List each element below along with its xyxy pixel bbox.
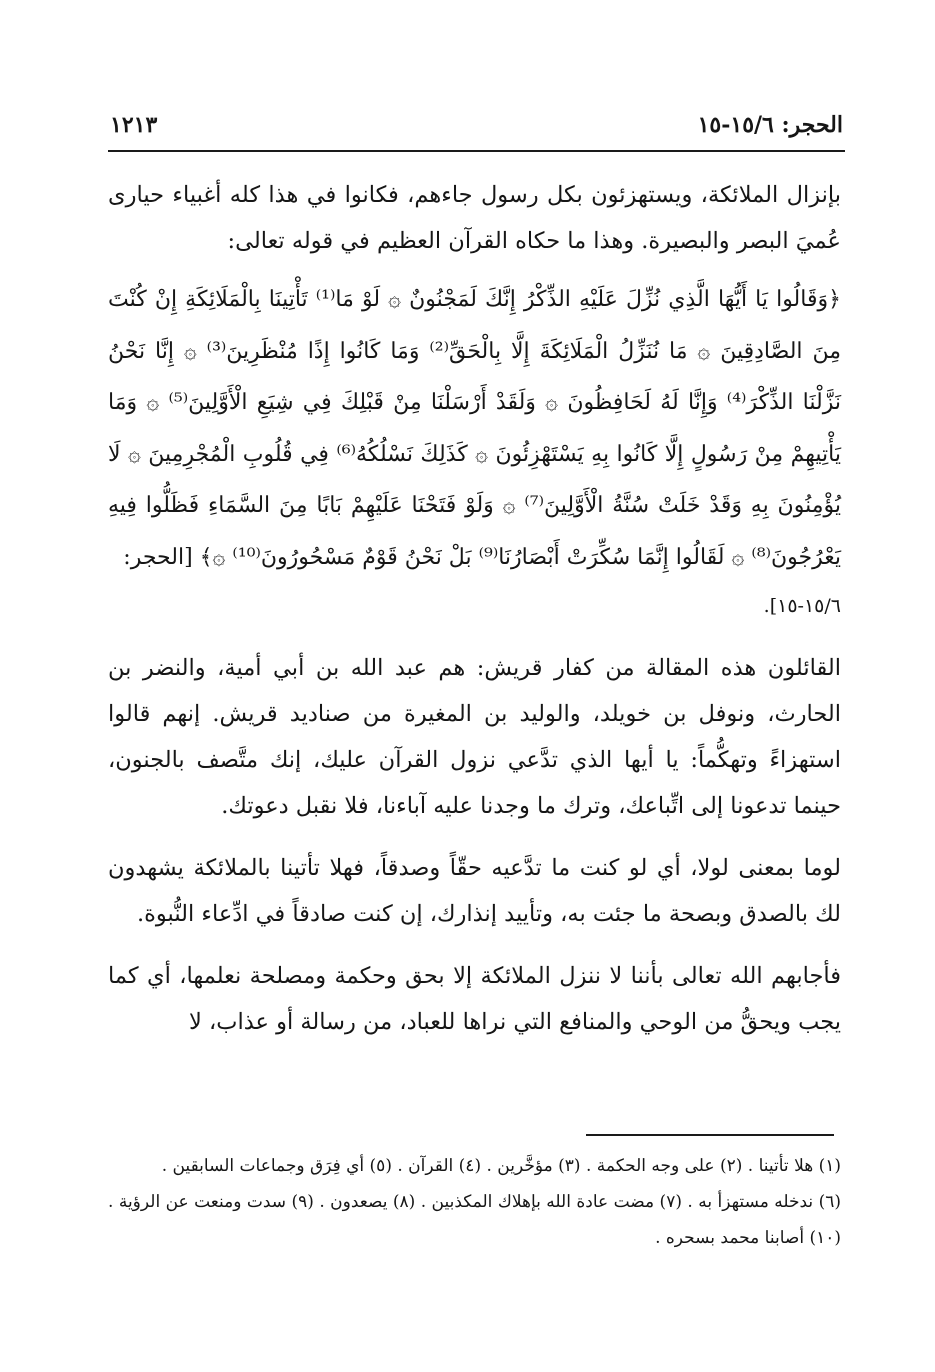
page-header [110,106,843,146]
footnote-line: (٦) ندخله مستهزأ به . (٧) مضت عادة الله بإهلاك المكذبين . (٨) يصعدون . (٩) سدت ومنعت عن الرؤية . (١٠) أصابنا محمد بسحره . [108,1192,842,1248]
quran-reference: ١٥/٦-١٥]. [763,595,841,617]
paragraph-speakers: القائلون هذه المقالة من كفار قريش: هم عبد الله بن أبي أمية، والنضر بن الحارث، ونوفل بن خويلد، والوليد بن المغيرة من صناديد قريش. إنهم قالوا استهزاءً وتهكُّماً: يا أيها الذي تدَّعي نزول القرآن عليك، إنك متَّصف بالجنون، حينما تدعونا إلى اتِّباعك، وترك ما وجدنا عليه آباءنا، فلا نقبل دعوتك. [108,655,841,819]
quran-passage: ﴿وَقَالُوا يَا أَيُّهَا الَّذِي نُزِّلَ عَلَيْهِ الذِّكْرُ إِنَّكَ لَمَجْنُونٌ ۞ لَوْ مَا⁽¹⁾ تَأْتِينَا بِالْمَلَائِكَةِ إِنْ كُنْتَ مِنَ الصَّادِقِينَ ۞ مَا نُنَزِّلُ الْمَلَائِكَةَ إِلَّا بِالْحَقِّ⁽²⁾ وَمَا كَانُوا إِذًا مُنْظَرِينَ⁽³⁾ ۞ إِنَّا نَحْنُ نَزَّلْنَا الذِّكْرَ⁽⁴⁾ وَإِنَّا لَهُ لَحَافِظُونَ ۞ وَلَقَدْ أَرْسَلْنَا مِنْ قَبْلِكَ فِي شِيَعِ الْأَوَّلِينَ⁽⁵⁾ ۞ وَمَا يَأْتِيهِمْ مِنْ رَسُولٍ إِلَّا كَانُوا بِهِ يَسْتَهْزِئُونَ ۞ كَذَلِكَ نَسْلُكُهُ⁽⁶⁾ فِي قُلُوبِ الْمُجْرِمِينَ ۞ لَا يُؤْمِنُونَ بِهِ وَقَدْ خَلَتْ سُنَّةُ الْأَوَّلِينَ⁽⁷⁾ ۞ وَلَوْ فَتَحْنَا عَلَيْهِمْ بَابًا مِنَ السَّمَاءِ فَظَلُّوا فِيهِ يَعْرُجُونَ⁽⁸⁾ ۞ لَقَالُوا إِنَّمَا سُكِّرَتْ أَبْصَارُنَا⁽⁹⁾ بَلْ نَحْنُ قَوْمٌ مَسْحُورُونَ⁽¹⁰⁾ ۞﴾ [الحجر: [108,287,841,570]
paragraph-intro: بإنزال الملائكة، ويستهزئون بكل رسول جاءهم، فكانوا في هذا كله أغبياء حيارى عُميَ البصر والبصيرة. وهذا ما حكاه القرآن العظيم في قوله تعالى: [108,182,841,254]
footnote-line: (١) هلا تأتينا . (٢) على وجه الحكمة . (٣) مؤخَّرين . (٤) القرآن . (٥) أي فِرَق وجماعات السابقين . [161,1156,841,1176]
paragraph-lawma: لوما بمعنى لولا، أي لو كنت ما تدَّعيه حقّاً وصدقاً، فهلا تأتينا بالملائكة يشهدون لك بالصدق وبصحة ما جئت به، وتأييد إنذارك، إن كنت صادقاً في ادِّعاء النُّبوة. [108,855,841,927]
footnotes [108,1148,841,1256]
main-text [108,172,841,1045]
paragraph-answer: فأجابهم الله تعالى بأننا لا ننزل الملائكة إلا بحق وحكمة ومصلحة نعلمها، أي كما يجب ويحقُّ من الوحي والمنافع التي نراها للعباد، من رسالة أو عذاب، لا [108,963,841,1035]
page-number: ١٢١٣ [110,112,158,138]
header-divider [108,150,845,152]
footnote-divider [586,1134,834,1136]
running-title: الحجر: ١٥/٦-١٥ [697,112,843,138]
